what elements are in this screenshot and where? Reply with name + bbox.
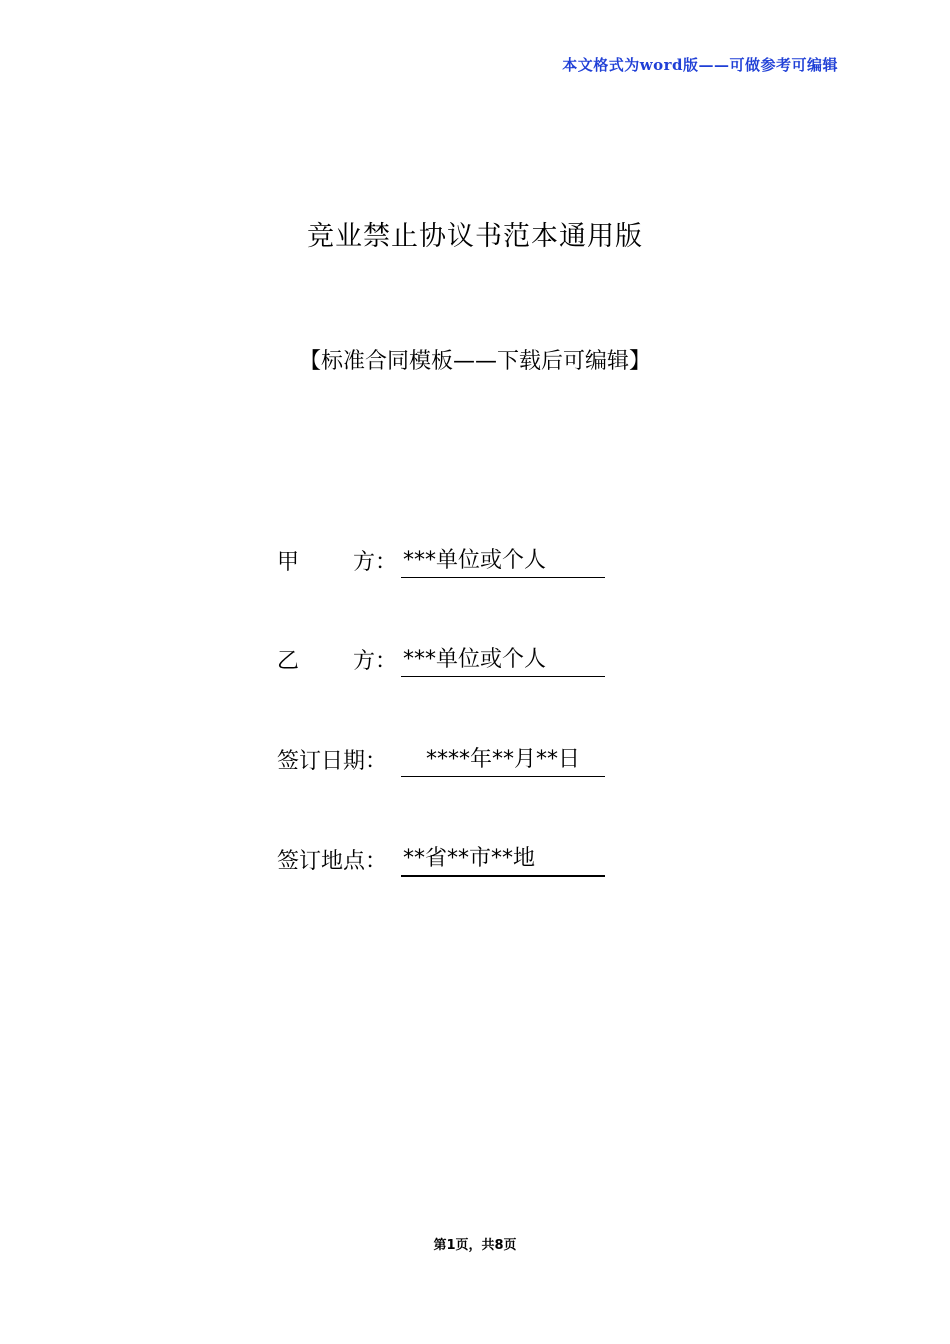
party-b-value: ***单位或个人 <box>403 647 547 672</box>
page-number-footer: 第1页，共8页 <box>433 1238 517 1253</box>
sign-place-value: **省**市**地 <box>403 846 536 871</box>
sign-date-field <box>277 743 617 777</box>
party-b-label <box>277 647 401 675</box>
party-b-field <box>277 643 617 677</box>
header-note: 本文格式为word版——可做参考可编辑 <box>562 56 838 74</box>
sign-place-label: 签订地点： <box>277 849 388 874</box>
sign-date-label: 签订日期： <box>277 749 388 774</box>
document-subtitle: 【标准合同模板——下载后可编辑】 <box>298 349 651 374</box>
party-a-value: ***单位或个人 <box>403 548 547 573</box>
sign-date-value: ****年**月**日 <box>425 747 580 772</box>
party-a-label <box>277 548 401 576</box>
party-b-value-line[interactable] <box>401 646 605 677</box>
sign-date-value-line[interactable] <box>401 746 605 777</box>
party-a-value-line[interactable] <box>401 547 605 578</box>
document-title: 竞业禁止协议书范本通用版 <box>307 221 643 252</box>
sign-place-value-line[interactable] <box>401 845 605 877</box>
party-a-field <box>277 544 617 578</box>
party-b-label-char: 乙 <box>277 649 300 674</box>
party-a-label-suffix: 方： <box>353 550 398 575</box>
sign-place-field <box>277 843 617 877</box>
party-b-label-suffix: 方： <box>353 649 398 674</box>
party-a-label-char: 甲 <box>277 550 300 575</box>
